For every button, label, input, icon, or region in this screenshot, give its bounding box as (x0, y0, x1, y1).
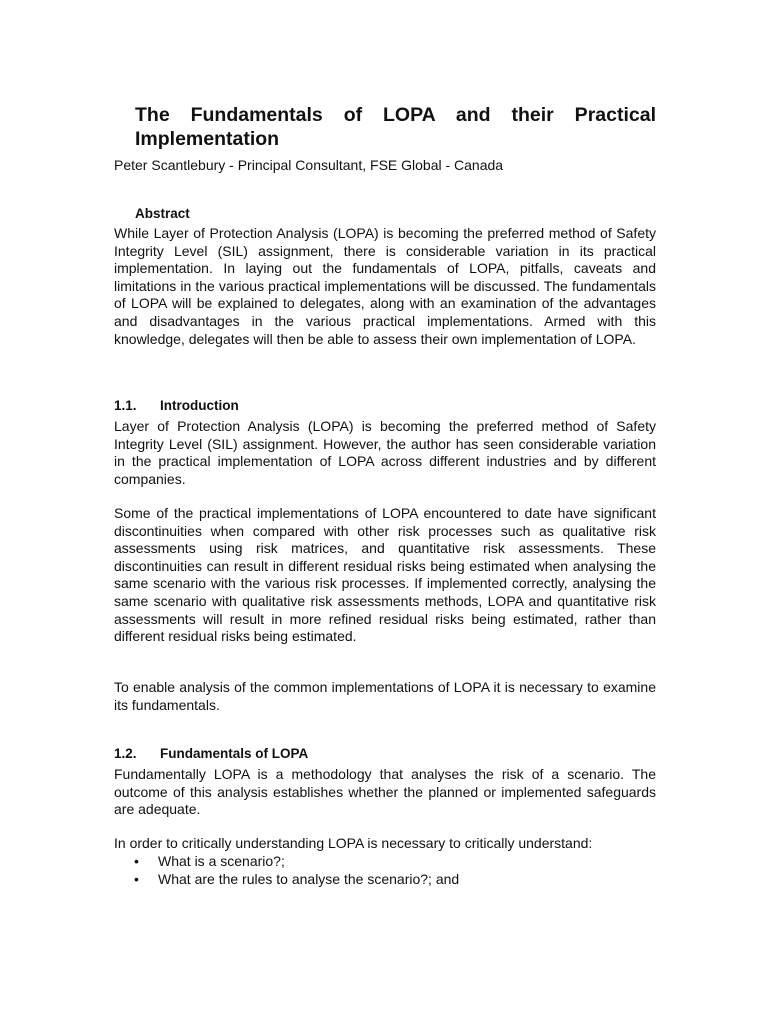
section-title: Fundamentals of LOPA (160, 746, 309, 761)
list-item (114, 871, 459, 889)
introduction-paragraph-3: To enable analysis of the common implementations of LOPA it is necessary to examine its fundamentals. (114, 679, 656, 713)
document-title: The Fundamentals of LOPA and their Practical Implementation (135, 104, 656, 150)
section-title: Introduction (160, 398, 239, 413)
section-heading-fundamentals (114, 745, 308, 763)
section-number: 1.2. (114, 746, 137, 761)
introduction-paragraph-1: Layer of Protection Analysis (LOPA) is becoming the preferred method of Safety Integrity Level (SIL) assignment. However, the author has seen considerable variation in the practical implementation of LOPA across different industries and by different companies. (114, 418, 656, 487)
fundamentals-paragraph-1: Fundamentally LOPA is a methodology that analyses the risk of a scenario. The outcome of this analysis establishes whether the planned or implemented safeguards are adequate. (114, 766, 656, 818)
abstract-text: While Layer of Protection Analysis (LOPA) is becoming the preferred method of Safety Integrity Level (SIL) assignment, there is considerable variation in its practical implementation. In laying out the fundamentals of LOPA, pitfalls, caveats and limitations in the various practical implementations will be discussed. The fundamentals of LOPA will be explained to delegates, along with an examination of the advantages and disadvantages in the various practical implementations. Armed with this knowledge, delegates will then be able to assess their own implementation of LOPA. (114, 225, 656, 347)
bullet-icon: • (134, 870, 139, 887)
list-item-text: What are the rules to analyse the scenario?; and (158, 870, 460, 887)
list-item-text: What is a scenario?; (158, 853, 285, 869)
fundamentals-paragraph-2: In order to critically understanding LOPA is necessary to critically understand: (114, 835, 593, 851)
bullet-icon: • (134, 853, 139, 869)
author-line: Peter Scantlebury - Principal Consultant, FSE Global - Canada (114, 157, 504, 173)
bullet-list (114, 853, 459, 888)
list-item (114, 853, 459, 871)
section-heading-introduction (114, 397, 239, 415)
section-number: 1.1. (114, 398, 137, 413)
introduction-paragraph-2: Some of the practical implementations of LOPA encountered to date have significant discontinuities when compared with other risk processes such as qualitative risk assessments using risk matrices, and quantitative risk assessments. These discontinuities can result in different residual risks being estimated when analysing the same scenario with the various risk processes. If implemented correctly, analysing the same scenario with qualitative risk assessments methods, LOPA and quantitative risk assessments will result in more refined residual risks being estimated, rather than different residual risks being estimated. (114, 505, 656, 645)
abstract-heading: Abstract (135, 206, 190, 221)
